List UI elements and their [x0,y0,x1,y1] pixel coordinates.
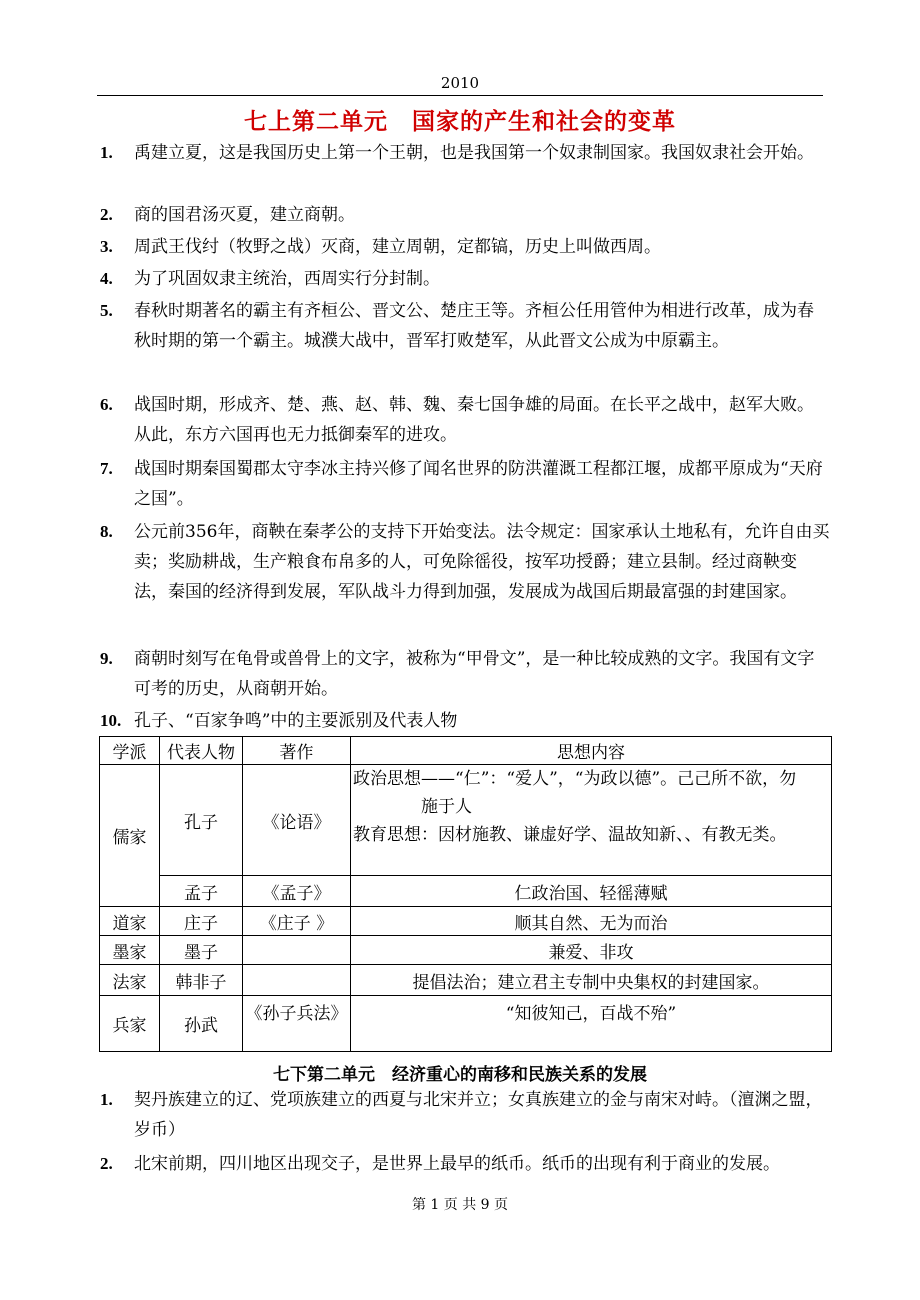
idea-cell: 顺其自然、无为而治 [351,907,832,936]
schools-table [99,736,832,1052]
work-cell [243,965,351,996]
header-person: 代表人物 [160,737,243,765]
list-item [100,454,830,514]
item-text: 北宋前期，四川地区出现交子，是世界上最早的纸币。纸币的出现有利于商业的发展。 [134,1154,780,1174]
item-number: 2. [100,205,113,224]
page-title: 七上第二单元 国家的产生和社会的变革 [244,108,676,135]
table-row [100,876,832,907]
table-row [100,765,832,876]
item-text: 商的国君汤灭夏，建立商朝。 [134,205,355,225]
list-item [100,1085,830,1145]
table-header-row [100,737,832,765]
item-number: 10. [100,711,122,730]
idea-line: 政治思想——“仁”：“爱人”，“为政以德”。己己所不欲，勿 [353,769,797,789]
list-item [100,232,830,262]
idea-cell [351,765,832,876]
item-number: 1. [100,1090,113,1109]
item-text: 禹建立夏，这是我国历史上第一个王朝，也是我国第一个奴隶制国家。我国奴隶社会开始。 [134,143,814,163]
header-school: 学派 [100,737,160,765]
item-number: 5. [100,301,113,320]
idea-cell: 提倡法治；建立君主专制中央集权的封建国家。 [351,965,832,996]
idea-cell: “知彼知己，百战不殆” [351,996,832,1052]
item-text: 周武王伐纣（牧野之战）灭商，建立周朝，定都镐，历史上叫做西周。 [134,237,661,257]
section-title: 七下第二单元 经济重心的南移和民族关系的发展 [273,1065,647,1085]
item-number: 2. [100,1154,113,1173]
item-text: 战国时期秦国蜀郡太守李冰主持兴修了闻名世界的防洪灌溉工程都江堰，成都平原成为“天府之国”。 [134,459,823,509]
item-number: 9. [100,649,113,668]
person-cell: 韩非子 [160,965,243,996]
table-row [100,996,832,1052]
work-cell [243,936,351,965]
item-text: 商朝时刻写在龟骨或兽骨上的文字，被称为“甲骨文”，是一种比较成熟的文字。我国有文字可考的历史，从商朝开始。 [134,649,815,699]
item-number: 6. [100,395,113,414]
list-item [100,390,830,450]
item-number: 1. [100,143,113,162]
school-cell: 道家 [100,907,160,936]
page-footer: 第 1 页 共 9 页 [411,1197,509,1213]
table-row [100,965,832,996]
list-item [100,1149,830,1179]
list-item [100,138,830,168]
item-text: 春秋时期著名的霸主有齐桓公、晋文公、楚庄王等。齐桓公任用管仲为相进行改革，成为春秋时期的第一个霸主。城濮大战中，晋军打败楚军，从此晋文公成为中原霸主。 [134,301,814,351]
item-text: 契丹族建立的辽、党项族建立的西夏与北宋并立；女真族建立的金与南宋对峙。（澶渊之盟，岁币） [134,1090,823,1140]
person-cell: 孙武 [160,996,243,1052]
school-cell: 儒家 [100,765,160,907]
list-item [100,644,830,704]
item-text: 战国时期，形成齐、楚、燕、赵、韩、魏、秦七国争雄的局面。在长平之战中，赵军大败。从此，东方六国再也无力抵御秦军的进攻。 [134,395,814,445]
person-cell: 庄子 [160,907,243,936]
header-year: 2010 [440,74,480,92]
work-cell: 《孙子兵法》 [243,996,351,1052]
table-row [100,907,832,936]
item-text: 孔子、“百家争鸣”中的主要派别及代表人物 [134,711,458,731]
person-cell: 墨子 [160,936,243,965]
work-cell: 《论语》 [243,765,351,876]
list-item [100,200,830,230]
header-rule [97,95,823,96]
item-text: 为了巩固奴隶主统治，西周实行分封制。 [134,269,440,289]
table-row [100,936,832,965]
school-cell: 墨家 [100,936,160,965]
person-cell: 孔子 [160,765,243,876]
list-item [100,706,830,736]
idea-cell: 仁政治国、轻徭薄赋 [351,876,832,907]
school-cell: 法家 [100,965,160,996]
work-cell: 《庄子 》 [243,907,351,936]
idea-line: 施于人 [421,797,472,817]
list-item [100,296,830,356]
item-number: 7. [100,459,113,478]
idea-cell: 兼爱、非攻 [351,936,832,965]
list-item [100,264,830,294]
item-number: 8. [100,522,113,541]
item-number: 3. [100,237,113,256]
work-cell: 《孟子》 [243,876,351,907]
header-work: 著作 [243,737,351,765]
idea-line: 教育思想：因材施教、谦虚好学、温故知新、、有教无类。 [353,825,787,845]
school-cell: 兵家 [100,996,160,1052]
item-text: 公元前356年，商鞅在秦孝公的支持下开始变法。法令规定：国家承认土地私有，允许自由买卖；奖励耕战，生产粮食布帛多的人，可免除徭役，按军功授爵；建立县制。经过商鞅变法，秦国的经济得到发展，军队战斗力得到加强，发展成为战国后期最富强的封建国家。 [134,522,830,602]
item-number: 4. [100,269,113,288]
header-idea: 思想内容 [351,737,832,765]
person-cell: 孟子 [160,876,243,907]
list-item [100,517,830,607]
